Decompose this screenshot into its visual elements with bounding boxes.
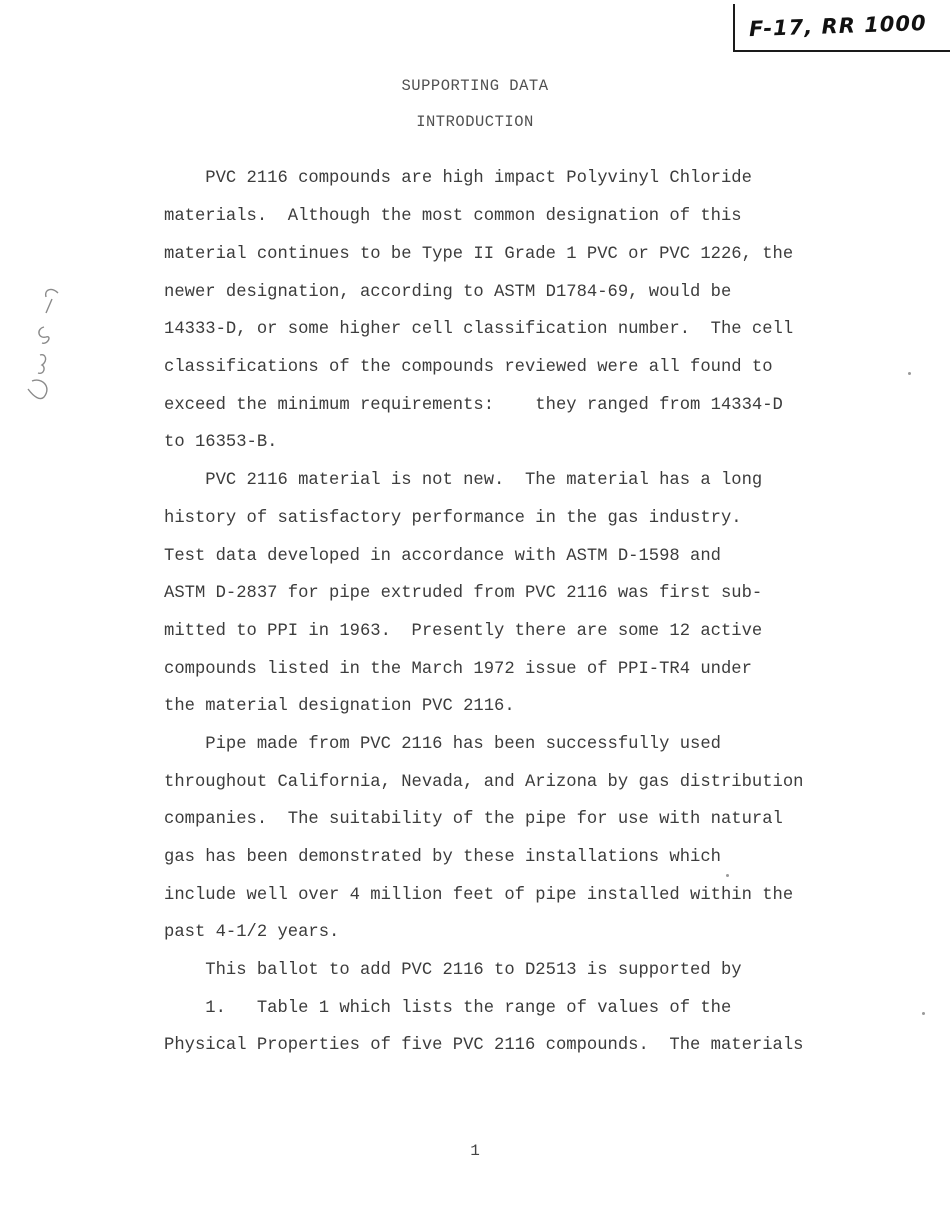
paragraph-1-line: to 16353-B. (164, 433, 278, 452)
paragraph-1-line: classifications of the compounds reviewed were all found to (164, 358, 773, 377)
paragraph-1-line: PVC 2116 compounds are high impact Polyvinyl Chloride (164, 169, 752, 188)
handwritten-margin-mark-icon (22, 285, 62, 410)
paragraph-4-line: 1. Table 1 which lists the range of values of the (164, 999, 732, 1018)
paragraph-3-line: companies. The suitability of the pipe for use with natural (164, 810, 783, 829)
scan-speck (922, 1012, 925, 1015)
document-stamp (733, 4, 950, 52)
paragraph-2-line: the material designation PVC 2116. (164, 697, 515, 716)
paragraph-2-line: PVC 2116 material is not new. The material has a long (164, 471, 763, 490)
paragraph-1-line: newer designation, according to ASTM D1784-69, would be (164, 283, 732, 302)
paragraph-1-line: materials. Although the most common designation of this (164, 207, 742, 226)
paragraph-4-line: Physical Properties of five PVC 2116 compounds. The materials (164, 1036, 804, 1055)
paragraph-3-line: past 4-1/2 years. (164, 923, 340, 942)
scan-speck (726, 874, 729, 877)
paragraph-3-line: gas has been demonstrated by these installations which (164, 848, 721, 867)
paragraph-3-line: throughout California, Nevada, and Arizona by gas distribution (164, 773, 804, 792)
paragraph-1-line: material continues to be Type II Grade 1 PVC or PVC 1226, the (164, 245, 794, 264)
stamp-text: F-17, RR 1000 (748, 10, 928, 42)
paragraph-2-line: Test data developed in accordance with ASTM D-1598 and (164, 547, 721, 566)
paragraph-2-line: compounds listed in the March 1972 issue of PPI-TR4 under (164, 660, 752, 679)
paragraph-1-line: exceed the minimum requirements: they ranged from 14334-D (164, 396, 783, 415)
paragraph-4-line: This ballot to add PVC 2116 to D2513 is supported by (164, 961, 742, 980)
heading-supporting-data: SUPPORTING DATA (401, 77, 549, 95)
paragraph-2-line: history of satisfactory performance in the gas industry. (164, 509, 742, 528)
paragraph-2-line: mitted to PPI in 1963. Presently there are some 12 active (164, 622, 763, 641)
paragraph-3-line: include well over 4 million feet of pipe installed within the (164, 886, 794, 905)
paragraph-1-line: 14333-D, or some higher cell classification number. The cell (164, 320, 794, 339)
page-number: 1 (470, 1142, 480, 1160)
heading-introduction: INTRODUCTION (416, 113, 534, 131)
scan-speck (908, 372, 911, 375)
paragraph-2-line: ASTM D-2837 for pipe extruded from PVC 2116 was first sub- (164, 584, 763, 603)
paragraph-3-line: Pipe made from PVC 2116 has been successfully used (164, 735, 721, 754)
